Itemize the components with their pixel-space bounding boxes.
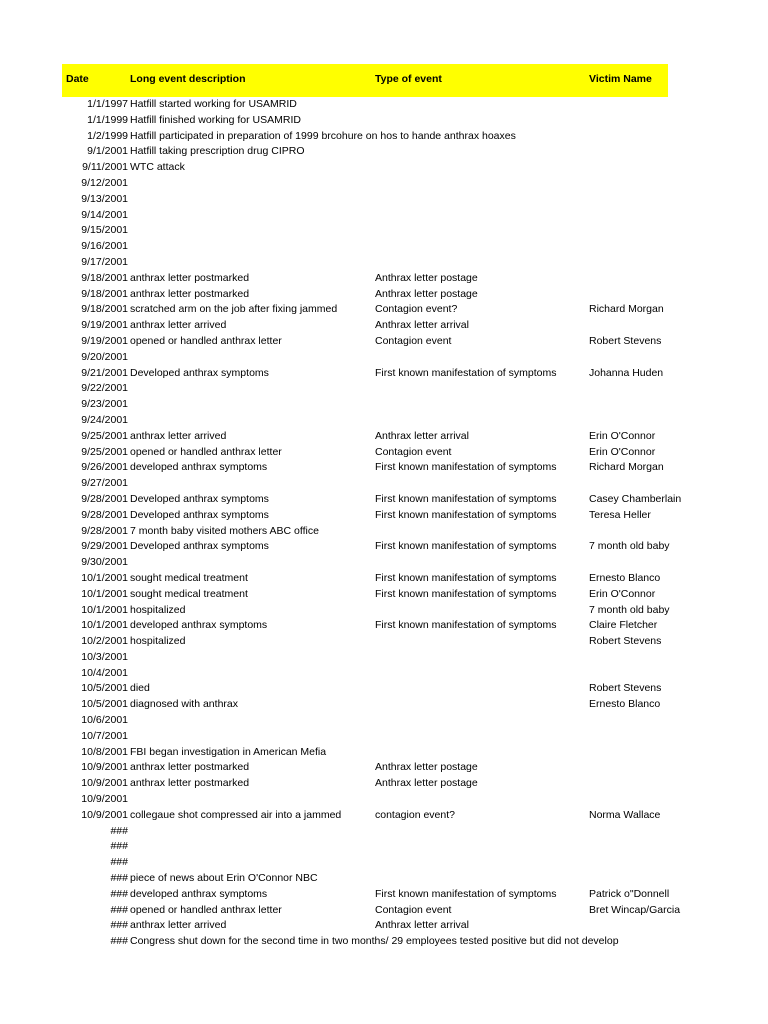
cell-victim[interactable]: Patrick o"Donnell — [589, 887, 668, 903]
cell-date[interactable]: 10/4/2001 — [81, 666, 128, 679]
cell-victim[interactable]: 7 month old baby — [589, 539, 668, 555]
cell-date[interactable]: 9/23/2001 — [81, 398, 128, 411]
cell-description[interactable]: FBI began investigation in American Mefia — [130, 745, 327, 758]
table-row — [62, 745, 668, 761]
cell-victim[interactable]: Erin O'Connor — [589, 445, 668, 461]
cell-date[interactable]: 9/1/2001 — [87, 145, 128, 158]
cell-type[interactable]: Contagion event — [375, 334, 587, 350]
cell-date[interactable]: 9/25/2001 — [81, 429, 128, 442]
cell-date[interactable]: 10/1/2001 — [81, 587, 128, 600]
cell-date[interactable]: 9/27/2001 — [81, 477, 128, 490]
cell-date[interactable]: 10/2/2001 — [81, 635, 128, 648]
cell-date[interactable]: 9/14/2001 — [81, 208, 128, 221]
table-row — [62, 855, 668, 871]
cell-date[interactable]: 9/28/2001 — [81, 524, 128, 537]
table-row — [62, 492, 682, 508]
cell-date[interactable]: 9/15/2001 — [81, 224, 128, 237]
cell-type[interactable]: Contagion event? — [375, 302, 587, 318]
cell-date[interactable]: 9/29/2001 — [81, 540, 128, 553]
cell-victim[interactable]: Erin O'Connor — [589, 587, 668, 603]
table-body — [62, 97, 682, 950]
table-row — [62, 587, 668, 603]
header-row — [62, 64, 668, 97]
table-row — [62, 776, 668, 792]
cell-date[interactable]: 10/9/2001 — [81, 808, 128, 821]
cell-date[interactable]: ### — [110, 856, 128, 869]
cell-date[interactable]: 9/18/2001 — [81, 303, 128, 316]
cell-date[interactable]: 10/9/2001 — [81, 793, 128, 806]
cell-date[interactable]: 1/1/1999 — [87, 113, 128, 126]
table-row — [62, 413, 668, 429]
cell-date[interactable]: 9/18/2001 — [81, 287, 128, 300]
cell-date[interactable]: 10/3/2001 — [81, 650, 128, 663]
cell-description[interactable]: piece of news about Erin O'Connor NBC — [130, 872, 318, 885]
cell-description[interactable]: anthrax letter postmarked — [130, 287, 250, 300]
cell-date[interactable]: 9/18/2001 — [81, 271, 128, 284]
cell-victim[interactable]: Claire Fletcher — [589, 618, 668, 634]
cell-victim[interactable]: Robert Stevens — [589, 681, 668, 697]
cell-date[interactable]: 10/1/2001 — [81, 619, 128, 632]
table-row — [62, 903, 681, 919]
cell-description[interactable]: Hatfill started working for USAMRID — [130, 98, 297, 110]
cell-description[interactable]: sought medical treatment — [130, 587, 248, 600]
table-row — [62, 350, 668, 366]
cell-date[interactable]: ### — [110, 903, 128, 916]
cell-date[interactable]: ### — [110, 935, 128, 948]
table-row — [62, 287, 668, 303]
cell-description[interactable]: anthrax letter arrived — [130, 919, 227, 932]
table-row — [62, 713, 668, 729]
table-row — [62, 697, 668, 713]
cell-type[interactable]: First known manifestation of symptoms — [375, 587, 587, 603]
table-row — [62, 144, 668, 160]
table-row — [62, 302, 668, 318]
cell-date[interactable]: 10/9/2001 — [81, 777, 128, 790]
cell-type[interactable]: First known manifestation of symptoms — [375, 539, 587, 555]
cell-date[interactable]: ### — [110, 887, 128, 900]
cell-type[interactable]: Anthrax letter postage — [375, 776, 587, 792]
cell-victim[interactable]: Johanna Huden — [589, 366, 668, 382]
cell-type[interactable]: contagion event? — [375, 808, 587, 824]
cell-type[interactable]: Anthrax letter arrival — [375, 318, 587, 334]
table-row — [62, 113, 668, 129]
cell-date[interactable]: 9/28/2001 — [81, 508, 128, 521]
table-row — [62, 381, 668, 397]
table-row — [62, 871, 668, 887]
cell-description[interactable]: died — [130, 682, 150, 695]
cell-victim[interactable]: Richard Morgan — [589, 302, 668, 318]
table-row — [62, 397, 668, 413]
table-row — [62, 334, 668, 350]
cell-description[interactable]: 7 month baby visited mothers ABC office — [130, 524, 319, 537]
cell-date[interactable]: 9/19/2001 — [81, 319, 128, 332]
cell-description[interactable]: sought medical treatment — [130, 571, 248, 584]
cell-date[interactable]: 9/24/2001 — [81, 413, 128, 426]
table-row — [62, 729, 668, 745]
table-row — [62, 429, 668, 445]
table-row — [62, 666, 668, 682]
cell-victim[interactable]: Robert Stevens — [589, 334, 668, 350]
cell-date[interactable]: 9/13/2001 — [81, 192, 128, 205]
spreadsheet — [62, 64, 682, 950]
cell-date[interactable]: 9/20/2001 — [81, 350, 128, 363]
table-row — [62, 176, 668, 192]
cell-type[interactable]: First known manifestation of symptoms — [375, 460, 587, 476]
cell-date[interactable]: 9/21/2001 — [81, 366, 128, 379]
table-row — [62, 192, 668, 208]
cell-type[interactable]: First known manifestation of symptoms — [375, 887, 587, 903]
table-row — [62, 97, 668, 113]
cell-description[interactable]: Developed anthrax symptoms — [130, 366, 269, 379]
cell-description[interactable]: opened or handled anthrax letter — [130, 334, 282, 347]
cell-type[interactable]: Contagion event — [375, 445, 587, 461]
cell-date[interactable]: 10/5/2001 — [81, 682, 128, 695]
cell-description[interactable]: Congress shut down for the second time in two months/ 29 employees tested positive but did not develop — [130, 935, 619, 948]
header-description[interactable]: Long event description — [130, 73, 246, 85]
cell-description[interactable]: hospitalized — [130, 635, 186, 648]
cell-date[interactable]: 9/16/2001 — [81, 240, 128, 253]
cell-date[interactable]: 10/7/2001 — [81, 729, 128, 742]
table-row — [62, 824, 668, 840]
cell-description[interactable]: anthrax letter postmarked — [130, 271, 250, 284]
cell-date[interactable]: 9/19/2001 — [81, 334, 128, 347]
table-row — [62, 603, 668, 619]
cell-type[interactable]: Anthrax letter postage — [375, 271, 587, 287]
cell-victim[interactable]: Casey Chamberlain — [589, 492, 668, 508]
cell-date[interactable]: ### — [110, 872, 128, 885]
table-row — [62, 366, 668, 382]
cell-description[interactable]: developed anthrax symptoms — [130, 887, 268, 900]
cell-type[interactable]: Anthrax letter arrival — [375, 429, 587, 445]
table-row — [62, 539, 668, 555]
cell-description[interactable]: Hatfill participated in preparation of 1999 brcohure on hos to hande anthrax hoaxes — [130, 129, 516, 142]
cell-description[interactable]: opened or handled anthrax letter — [130, 445, 282, 458]
table-row — [62, 223, 668, 239]
cell-date[interactable]: 9/11/2001 — [82, 161, 128, 174]
table-row — [62, 555, 668, 571]
cell-description[interactable]: Hatfill finished working for USAMRID — [130, 113, 301, 126]
cell-description[interactable]: scratched arm on the job after fixing jammed — [130, 303, 338, 316]
cell-victim[interactable]: Bret Wincap/Garcia — [589, 903, 668, 919]
cell-victim[interactable]: Teresa Heller — [589, 508, 668, 524]
cell-date[interactable]: 9/30/2001 — [81, 556, 128, 569]
table-row — [62, 524, 668, 540]
table-row — [62, 129, 668, 145]
cell-victim[interactable]: Ernesto Blanco — [589, 697, 668, 713]
header-victim[interactable]: Victim Name — [589, 73, 652, 85]
cell-description[interactable]: diagnosed with anthrax — [130, 698, 238, 711]
table-row — [62, 808, 668, 824]
cell-date[interactable]: ### — [110, 840, 128, 853]
cell-date[interactable]: 9/26/2001 — [81, 461, 128, 474]
cell-description[interactable]: anthrax letter arrived — [130, 429, 227, 442]
cell-victim[interactable]: Ernesto Blanco — [589, 571, 668, 587]
cell-type[interactable]: First known manifestation of symptoms — [375, 492, 587, 508]
cell-date[interactable]: 9/22/2001 — [81, 382, 128, 395]
cell-description[interactable]: developed anthrax symptoms — [130, 619, 268, 632]
cell-victim[interactable]: 7 month old baby — [589, 603, 668, 619]
table-row — [62, 508, 668, 524]
cell-date[interactable]: 10/6/2001 — [81, 714, 128, 727]
cell-description[interactable]: developed anthrax symptoms — [130, 461, 268, 474]
cell-date[interactable]: 1/1/1997 — [87, 98, 128, 110]
cell-description[interactable]: anthrax letter postmarked — [130, 761, 250, 774]
table-row — [62, 934, 668, 950]
table-row — [62, 839, 668, 855]
table-row — [62, 571, 668, 587]
table-row — [62, 160, 668, 176]
cell-description[interactable]: Developed anthrax symptoms — [130, 540, 269, 553]
table-row — [62, 476, 668, 492]
table-row — [62, 918, 668, 934]
cell-victim[interactable]: Erin O'Connor — [589, 429, 668, 445]
cell-date[interactable]: ### — [110, 919, 128, 932]
cell-date[interactable]: 9/17/2001 — [81, 255, 128, 268]
table-row — [62, 634, 668, 650]
table-row — [62, 760, 668, 776]
cell-date[interactable]: 1/2/1999 — [87, 129, 128, 142]
table-row — [62, 460, 668, 476]
cell-description[interactable]: Hatfill taking prescription drug CIPRO — [130, 145, 305, 158]
table-row — [62, 318, 668, 334]
table-row — [62, 255, 668, 271]
cell-date[interactable]: 10/8/2001 — [81, 745, 128, 758]
table-row — [62, 650, 668, 666]
cell-date[interactable]: ### — [110, 824, 128, 837]
header-date[interactable]: Date — [66, 73, 89, 85]
cell-description[interactable]: anthrax letter arrived — [130, 319, 227, 332]
header-type[interactable]: Type of event — [375, 73, 442, 85]
cell-description[interactable]: Developed anthrax symptoms — [130, 508, 269, 521]
cell-date[interactable]: 10/5/2001 — [81, 698, 128, 711]
cell-type[interactable]: First known manifestation of symptoms — [375, 508, 587, 524]
cell-victim[interactable]: Richard Morgan — [589, 460, 668, 476]
table-row — [62, 445, 668, 461]
cell-description[interactable]: Developed anthrax symptoms — [130, 492, 269, 505]
cell-description[interactable]: opened or handled anthrax letter — [130, 903, 282, 916]
table-row — [62, 208, 668, 224]
cell-date[interactable]: 9/28/2001 — [81, 492, 128, 505]
cell-type[interactable]: Anthrax letter postage — [375, 760, 587, 776]
cell-description[interactable]: hospitalized — [130, 603, 186, 616]
cell-victim[interactable]: Robert Stevens — [589, 634, 668, 650]
cell-victim[interactable]: Norma Wallace — [589, 808, 668, 824]
cell-date[interactable]: 10/1/2001 — [81, 571, 128, 584]
cell-type[interactable]: First known manifestation of symptoms — [375, 571, 587, 587]
cell-date[interactable]: 9/25/2001 — [81, 445, 128, 458]
cell-date[interactable]: 9/12/2001 — [81, 176, 128, 189]
table-row — [62, 681, 668, 697]
cell-type[interactable]: Anthrax letter postage — [375, 287, 587, 303]
table-row — [62, 239, 668, 255]
cell-date[interactable]: 10/9/2001 — [81, 761, 128, 774]
table-row — [62, 618, 668, 634]
cell-type[interactable]: Contagion event — [375, 903, 587, 919]
cell-description[interactable]: WTC attack — [130, 161, 185, 174]
table-row — [62, 271, 668, 287]
table-row — [62, 792, 668, 808]
cell-description[interactable]: collegaue shot compressed air into a jammed — [130, 808, 342, 821]
cell-type[interactable]: First known manifestation of symptoms — [375, 366, 587, 382]
cell-type[interactable]: Anthrax letter arrival — [375, 918, 587, 934]
cell-description[interactable]: anthrax letter postmarked — [130, 777, 250, 790]
table-row — [62, 887, 668, 903]
cell-date[interactable]: 10/1/2001 — [81, 603, 128, 616]
cell-type[interactable]: First known manifestation of symptoms — [375, 618, 587, 634]
